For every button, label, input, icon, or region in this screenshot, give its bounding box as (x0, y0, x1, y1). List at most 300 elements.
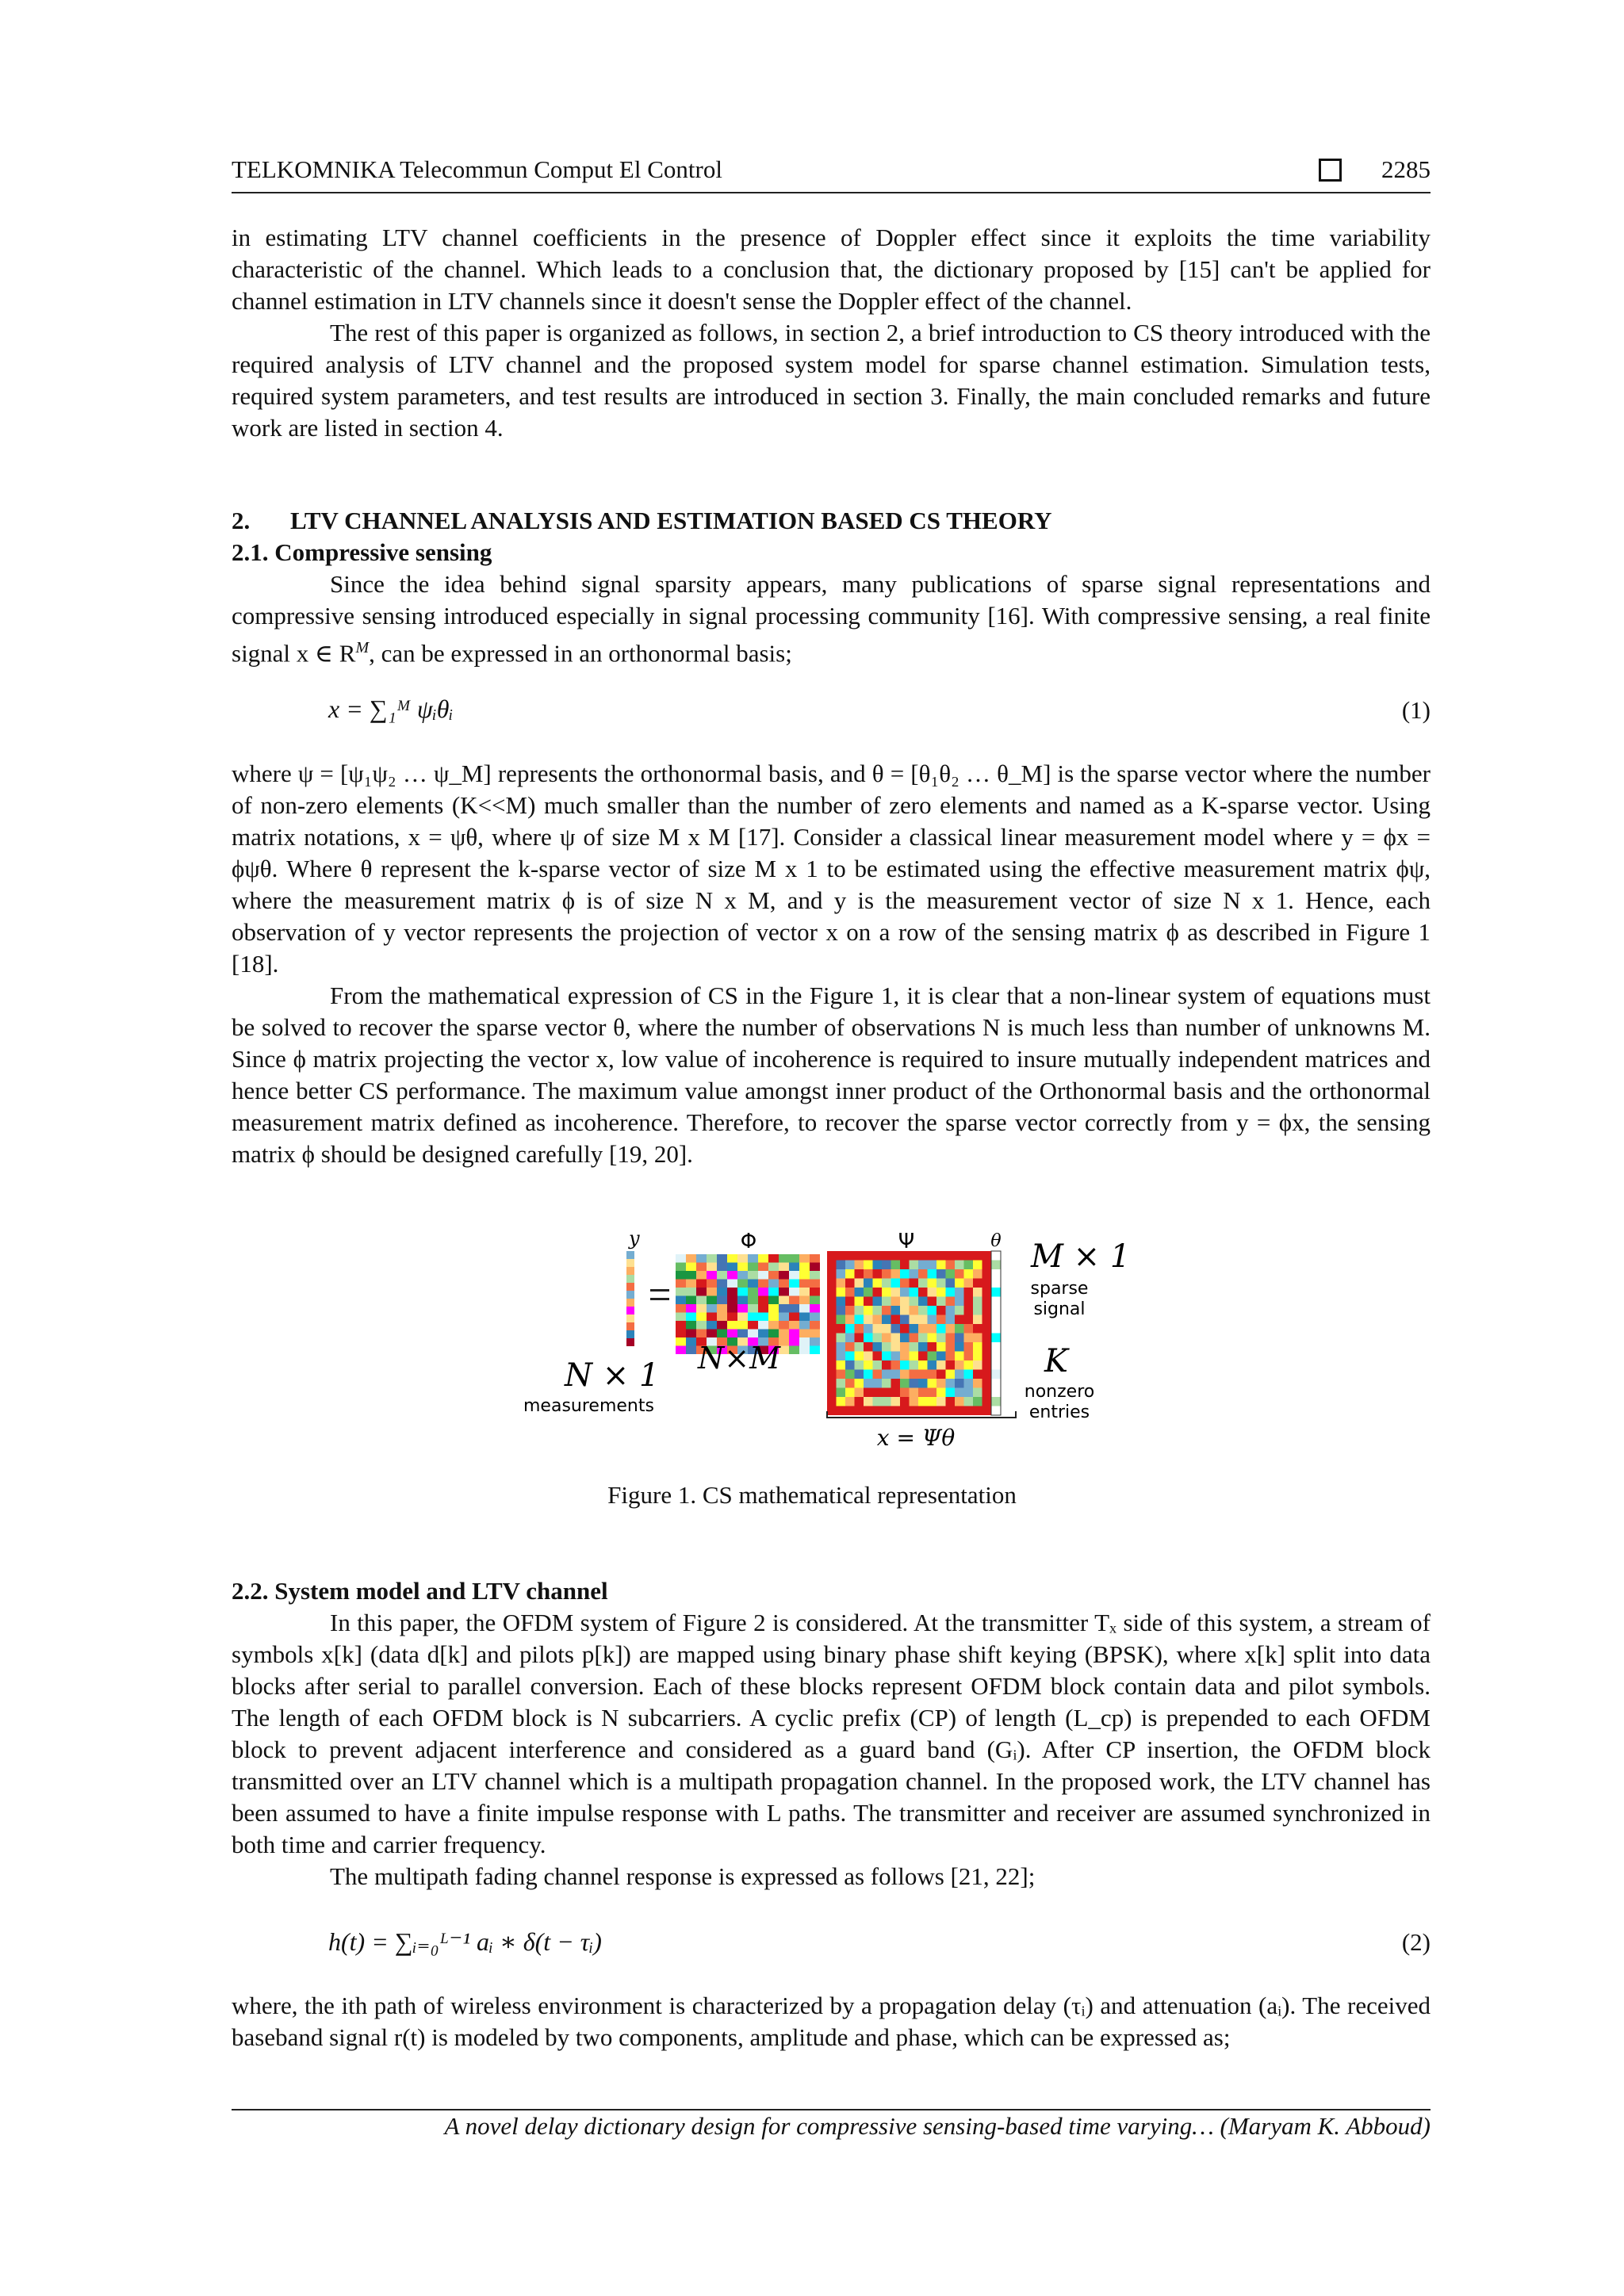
psi-matrix-cell (855, 1342, 864, 1352)
phi-matrix-cell (707, 1296, 717, 1305)
psi-matrix-cell (837, 1370, 846, 1380)
psi-matrix-cell (845, 1306, 855, 1315)
section-2-1-p3-text: From the mathematical expression of CS in the Figure 1, it is clear that a non-linear system of equations must be solved to recover the sparse vector θ, where the number of observations N is much less than number of unknowns M. Since ϕ matrix projecting the vector x, low value of incoherence is required to insure mutually independent matrices and hence better CS performance. The maximum value amongst inner product of the Orthonormal basis and the orthonormal measurement matrix defined as incoherence. Therefore, to recover the sparse vector correctly from y = ϕx, the sensing matrix ϕ should be designed carefully [19, 20]. (232, 982, 1431, 1168)
psi-matrix-cell (946, 1334, 956, 1343)
psi-matrix-cell (873, 1388, 883, 1398)
psi-matrix-cell (964, 1379, 974, 1388)
equals-sign-bottom (650, 1298, 669, 1300)
psi-matrix-cell (946, 1397, 956, 1406)
psi-matrix-cell (910, 1269, 919, 1279)
phi-matrix-cell (758, 1280, 768, 1288)
psi-matrix-cell (900, 1324, 910, 1334)
psi-matrix-cell (891, 1342, 901, 1352)
phi-matrix-cell (768, 1296, 779, 1305)
phi-matrix-cell (676, 1346, 686, 1355)
psi-matrix-cell (955, 1324, 964, 1334)
psi-matrix-cell (936, 1342, 946, 1352)
phi-matrix-cell (737, 1254, 748, 1263)
y-vector-cell (626, 1307, 634, 1314)
phi-matrix-cell (789, 1296, 799, 1305)
section-2-2-p1-text: In this paper, the OFDM system of Figure 2 is considered. At the transmitter Tₓ side of this system, a stream of symbols x[k] (data d[k] and pilots p[k]) are mapped using binary phase shift keying (BPSK), where x[k] split into data blocks after serial to parallel conversion. Each of these blocks represent OFDM block contain data and pilot symbols. The length of each OFDM block is N subcarriers. A cyclic prefix (CP) of length (L_cp) is prepended to each OFDM block to prevent adjacent interference and considered as a guard band (Gᵢ). After CP insertion, the OFDM block transmitted over an LTV channel which is a multipath propagation channel. In the proposed work, the LTV channel has been assumed to have a finite impulse response with L paths. The transmitter and receiver are assumed synchronized in both time and carrier frequency. (232, 1609, 1431, 1858)
psi-matrix (827, 1251, 991, 1415)
psi-matrix-cell (910, 1397, 919, 1406)
psi-matrix-cell (973, 1342, 982, 1352)
psi-matrix-cell (864, 1306, 873, 1315)
phi-matrix-cell (799, 1263, 810, 1272)
psi-matrix-cell (936, 1306, 946, 1315)
psi-matrix-cell (882, 1297, 891, 1307)
psi-matrix-cell (973, 1306, 982, 1315)
phi-matrix-cell (789, 1321, 799, 1330)
phi-matrix-cell (676, 1263, 686, 1272)
phi-matrix-cell (727, 1254, 737, 1263)
psi-matrix-cell (882, 1324, 891, 1334)
psi-matrix-cell (837, 1397, 846, 1406)
psi-matrix-cell (864, 1397, 873, 1406)
psi-matrix-cell (936, 1397, 946, 1406)
phi-matrix-cell (676, 1337, 686, 1346)
psi-matrix-cell (964, 1315, 974, 1325)
phi-matrix-cell (779, 1330, 789, 1338)
theta-vector-cell (991, 1397, 1001, 1406)
page-header (232, 155, 1431, 193)
psi-matrix-cell (900, 1315, 910, 1325)
psi-matrix-cell (845, 1261, 855, 1270)
phi-matrix-cell (799, 1337, 810, 1346)
psi-matrix-cell (918, 1315, 928, 1325)
psi-matrix-cell (982, 1360, 992, 1370)
psi-matrix-cell (900, 1288, 910, 1297)
psi-matrix-cell (855, 1379, 864, 1388)
psi-matrix-cell (955, 1288, 964, 1297)
phi-matrix-cell (686, 1313, 696, 1322)
psi-matrix-cell (964, 1288, 974, 1297)
phi-matrix-cell (676, 1254, 686, 1263)
phi-matrix-cell (810, 1346, 820, 1355)
psi-matrix-cell (910, 1388, 919, 1398)
psi-matrix-cell (946, 1388, 956, 1398)
psi-matrix-cell (855, 1388, 864, 1398)
phi-matrix-cell (686, 1321, 696, 1330)
phi-matrix-cell (696, 1296, 707, 1305)
psi-matrix-cell (928, 1352, 937, 1361)
phi-matrix-cell (707, 1321, 717, 1330)
psi-matrix-cell (891, 1360, 901, 1370)
theta-vector-cell (991, 1352, 1001, 1361)
phi-matrix-cell (686, 1271, 696, 1280)
phi-matrix-cell (676, 1271, 686, 1280)
psi-matrix-cell (845, 1370, 855, 1380)
phi-matrix-cell (810, 1271, 820, 1280)
psi-matrix-cell (982, 1370, 992, 1380)
phi-matrix-cell (727, 1321, 737, 1330)
psi-matrix-cell (882, 1397, 891, 1406)
phi-matrix-cell (696, 1254, 707, 1263)
psi-matrix-cell (936, 1388, 946, 1398)
psi-matrix-cell (845, 1342, 855, 1352)
psi-matrix-cell (973, 1397, 982, 1406)
psi-matrix-cell (845, 1324, 855, 1334)
section-2-1-p2-text: where ψ = [ψ₁ψ₂ … ψ_M] represents the orthonormal basis, and θ = [θ₁θ₂ … θ_M] is the sparse vector where the number of non-zero elements (K<<M) much smaller than the number of zero elements and named as a K-sparse vector. Using matrix notations, x = ψθ, where ψ of size M x M [17]. Consider a classical linear measurement model where y = ϕx = ϕψθ. Where θ represent the k-sparse vector of size M x 1 to be estimated using the effective measurement matrix ϕψ, where the measurement matrix ϕ is of size N x M, and y is the measurement vector of size N x 1. Hence, each observation of y vector represents the projection of vector x on a row of the sensing matrix ϕ as described in Figure 1 [18]. (232, 760, 1431, 978)
phi-matrix-cell (748, 1280, 758, 1288)
theta-vector-cell (991, 1406, 1001, 1416)
psi-matrix-cell (946, 1251, 956, 1261)
phi-matrix-cell (799, 1330, 810, 1338)
phi-matrix-cell (768, 1313, 779, 1322)
psi-matrix-cell (982, 1269, 992, 1279)
theta-vector-cell (991, 1251, 1001, 1261)
psi-matrix-cell (891, 1261, 901, 1270)
phi-matrix-cell (789, 1254, 799, 1263)
psi-matrix-cell (910, 1342, 919, 1352)
phi-matrix-cell (768, 1280, 779, 1288)
phi-matrix (676, 1254, 820, 1354)
psi-matrix-cell (982, 1342, 992, 1352)
psi-matrix-cell (873, 1306, 883, 1315)
psi-matrix-cell (973, 1297, 982, 1307)
theta-vector-cell (991, 1379, 1001, 1388)
phi-matrix-cell (727, 1296, 737, 1305)
theta-vector-cell (991, 1269, 1001, 1279)
psi-matrix-cell (946, 1315, 956, 1325)
psi-matrix-cell (946, 1306, 956, 1315)
phi-matrix-cell (676, 1288, 686, 1296)
psi-matrix-cell (946, 1288, 956, 1297)
psi-matrix-cell (891, 1397, 901, 1406)
psi-matrix-cell (973, 1370, 982, 1380)
psi-matrix-cell (918, 1269, 928, 1279)
psi-matrix-cell (891, 1370, 901, 1380)
phi-matrix-cell (748, 1296, 758, 1305)
psi-matrix-cell (918, 1288, 928, 1297)
psi-matrix-cell (845, 1379, 855, 1388)
phi-matrix-cell (768, 1321, 779, 1330)
phi-matrix-cell (696, 1263, 707, 1272)
psi-matrix-cell (928, 1334, 937, 1343)
psi-matrix-cell (900, 1397, 910, 1406)
y-vector-cell (626, 1267, 634, 1275)
psi-matrix-cell (837, 1406, 846, 1416)
phi-matrix-cell (799, 1304, 810, 1313)
psi-matrix-cell (973, 1406, 982, 1416)
psi-matrix-cell (855, 1288, 864, 1297)
psi-matrix-cell (837, 1306, 846, 1315)
label-phi: Φ (740, 1230, 757, 1253)
figure-1 (523, 1227, 1142, 1457)
psi-matrix-cell (837, 1352, 846, 1361)
psi-matrix-cell (982, 1279, 992, 1288)
phi-matrix-cell (810, 1263, 820, 1272)
phi-matrix-cell (779, 1321, 789, 1330)
y-vector (626, 1251, 634, 1346)
psi-matrix-cell (855, 1306, 864, 1315)
psi-matrix-cell (827, 1315, 837, 1325)
section-2-1-p1-superscript: M (355, 639, 370, 656)
psi-matrix-cell (873, 1279, 883, 1288)
psi-matrix-cell (928, 1379, 937, 1388)
intro-paragraph-2 (232, 317, 1431, 444)
phi-matrix-cell (748, 1263, 758, 1272)
phi-matrix-cell (758, 1254, 768, 1263)
phi-matrix-cell (696, 1280, 707, 1288)
psi-matrix-cell (882, 1370, 891, 1380)
psi-matrix-cell (955, 1315, 964, 1325)
phi-matrix-cell (737, 1304, 748, 1313)
psi-matrix-cell (891, 1306, 901, 1315)
phi-matrix-cell (748, 1313, 758, 1322)
psi-matrix-cell (855, 1397, 864, 1406)
phi-matrix-cell (810, 1330, 820, 1338)
phi-matrix-cell (676, 1296, 686, 1305)
psi-matrix-cell (855, 1251, 864, 1261)
y-vector-cell (626, 1338, 634, 1346)
psi-matrix-cell (900, 1334, 910, 1343)
phi-matrix-cell (686, 1263, 696, 1272)
psi-matrix-cell (873, 1251, 883, 1261)
phi-matrix-cell (717, 1263, 727, 1272)
psi-matrix-cell (891, 1352, 901, 1361)
psi-matrix-cell (855, 1261, 864, 1270)
y-vector-cell (626, 1299, 634, 1307)
psi-matrix-cell (891, 1297, 901, 1307)
psi-matrix-cell (873, 1324, 883, 1334)
psi-matrix-cell (855, 1334, 864, 1343)
psi-matrix-cell (900, 1352, 910, 1361)
section-2-2-p3-text: where, the ith path of wireless environment is characterized by a propagation delay (τᵢ) and attenuation (aᵢ). The received baseband signal r(t) is modeled by two components, amplitude and phase, which can be expressed as; (232, 1992, 1431, 2051)
psi-matrix-cell (873, 1406, 883, 1416)
psi-matrix-cell (864, 1261, 873, 1270)
phi-matrix-cell (717, 1313, 727, 1322)
psi-matrix-cell (864, 1288, 873, 1297)
phi-matrix-cell (779, 1254, 789, 1263)
psi-matrix-cell (964, 1324, 974, 1334)
phi-matrix-cell (779, 1280, 789, 1288)
phi-matrix-cell (737, 1321, 748, 1330)
y-vector-cell (626, 1251, 634, 1259)
phi-matrix-cell (737, 1271, 748, 1280)
psi-matrix-cell (827, 1406, 837, 1416)
psi-matrix-cell (837, 1279, 846, 1288)
label-theta: θ (990, 1231, 1002, 1251)
psi-matrix-cell (918, 1342, 928, 1352)
phi-matrix-cell (676, 1280, 686, 1288)
psi-matrix-cell (928, 1406, 937, 1416)
psi-matrix-cell (982, 1315, 992, 1325)
psi-matrix-cell (873, 1342, 883, 1352)
psi-matrix-cell (955, 1269, 964, 1279)
phi-matrix-cell (707, 1288, 717, 1296)
section-2-2-p2-text: The multipath fading channel response is expressed as follows [21, 22]; (330, 1862, 1036, 1890)
phi-matrix-cell (717, 1304, 727, 1313)
psi-matrix-cell (936, 1315, 946, 1325)
psi-matrix-cell (964, 1279, 974, 1288)
psi-matrix-cell (845, 1397, 855, 1406)
psi-matrix-cell (973, 1352, 982, 1361)
psi-matrix-cell (910, 1324, 919, 1334)
psi-matrix-cell (910, 1360, 919, 1370)
theta-vector-cell (991, 1288, 1001, 1297)
theta-vector-cell (991, 1315, 1001, 1325)
psi-matrix-cell (891, 1406, 901, 1416)
section-2-2-paragraph-1 (232, 1607, 1431, 1861)
psi-matrix-cell (928, 1342, 937, 1352)
phi-matrix-cell (676, 1304, 686, 1313)
y-vector-cell (626, 1330, 634, 1338)
psi-matrix-cell (827, 1388, 837, 1398)
phi-matrix-cell (758, 1263, 768, 1272)
psi-matrix-cell (955, 1261, 964, 1270)
phi-matrix-cell (789, 1263, 799, 1272)
psi-matrix-cell (882, 1279, 891, 1288)
psi-matrix-cell (982, 1324, 992, 1334)
section-2-1-heading: 2.1. Compressive sensing (232, 538, 492, 566)
phi-matrix-cell (789, 1337, 799, 1346)
psi-matrix-cell (845, 1315, 855, 1325)
theta-vector-cell (991, 1261, 1001, 1270)
phi-matrix-cell (737, 1296, 748, 1305)
psi-matrix-cell (955, 1251, 964, 1261)
phi-matrix-cell (789, 1304, 799, 1313)
theta-vector-cell (991, 1279, 1001, 1288)
psi-matrix-cell (982, 1334, 992, 1343)
psi-matrix-cell (910, 1297, 919, 1307)
psi-matrix-cell (928, 1397, 937, 1406)
phi-matrix-cell (727, 1304, 737, 1313)
psi-matrix-cell (900, 1388, 910, 1398)
y-vector-cell (626, 1259, 634, 1267)
psi-matrix-cell (964, 1251, 974, 1261)
phi-matrix-cell (727, 1313, 737, 1322)
psi-matrix-cell (864, 1360, 873, 1370)
psi-matrix-cell (882, 1360, 891, 1370)
phi-matrix-cell (748, 1271, 758, 1280)
psi-matrix-cell (864, 1251, 873, 1261)
psi-matrix-cell (918, 1397, 928, 1406)
psi-matrix-cell (891, 1288, 901, 1297)
psi-matrix-cell (936, 1251, 946, 1261)
psi-matrix-cell (955, 1360, 964, 1370)
psi-matrix-cell (982, 1379, 992, 1388)
equals-sign-top (650, 1289, 669, 1292)
psi-matrix-cell (882, 1388, 891, 1398)
phi-matrix-cell (789, 1288, 799, 1296)
psi-matrix-cell (855, 1269, 864, 1279)
phi-matrix-cell (748, 1330, 758, 1338)
psi-matrix-cell (928, 1388, 937, 1398)
psi-matrix-cell (982, 1288, 992, 1297)
psi-matrix-cell (946, 1360, 956, 1370)
psi-matrix-cell (955, 1342, 964, 1352)
section-2-2-paragraph-2 (232, 1861, 1431, 1892)
theta-vector (991, 1251, 1001, 1415)
psi-matrix-cell (928, 1279, 937, 1288)
psi-matrix-cell (936, 1324, 946, 1334)
label-n-by-1: N × 1 (565, 1357, 660, 1394)
phi-matrix-cell (727, 1280, 737, 1288)
y-vector-cell (626, 1275, 634, 1283)
psi-matrix-cell (973, 1269, 982, 1279)
psi-matrix-cell (918, 1297, 928, 1307)
psi-matrix-cell (882, 1406, 891, 1416)
psi-matrix-cell (918, 1306, 928, 1315)
theta-vector-cell (991, 1324, 1001, 1334)
phi-matrix-cell (717, 1288, 727, 1296)
psi-matrix-cell (946, 1279, 956, 1288)
psi-matrix-cell (955, 1406, 964, 1416)
phi-matrix-cell (779, 1263, 789, 1272)
psi-matrix-cell (928, 1251, 937, 1261)
phi-matrix-cell (768, 1254, 779, 1263)
psi-matrix-cell (936, 1406, 946, 1416)
label-sparse: sparse (1030, 1279, 1089, 1299)
equation-2-number: (2) (1401, 1928, 1431, 1956)
psi-matrix-cell (973, 1388, 982, 1398)
label-y: y (629, 1227, 640, 1249)
psi-matrix-cell (882, 1315, 891, 1325)
phi-matrix-cell (779, 1271, 789, 1280)
psi-matrix-cell (837, 1315, 846, 1325)
psi-matrix-cell (910, 1379, 919, 1388)
psi-matrix-cell (882, 1288, 891, 1297)
y-vector-cell (626, 1291, 634, 1299)
psi-matrix-cell (910, 1334, 919, 1343)
psi-matrix-cell (864, 1370, 873, 1380)
psi-matrix-cell (955, 1306, 964, 1315)
psi-matrix-cell (955, 1379, 964, 1388)
phi-matrix-cell (799, 1271, 810, 1280)
section-2-1-p1-text: Since the idea behind signal sparsity appears, many publications of sparse signal representations and compressive sensing introduced especially in signal processing community [16]. With compressive sensing, a real finite signal x ∈ R (232, 570, 1431, 668)
theta-vector-cell (991, 1388, 1001, 1398)
psi-matrix-cell (910, 1306, 919, 1315)
psi-matrix-cell (928, 1297, 937, 1307)
phi-matrix-cell (737, 1263, 748, 1272)
phi-matrix-cell (789, 1313, 799, 1322)
equation-2: h(t) = ∑ᵢ₌₀ᴸ⁻¹ aᵢ ∗ δ(t − τᵢ) (328, 1927, 602, 1956)
section-2-2-paragraph-3 (232, 1990, 1431, 2053)
psi-matrix-cell (918, 1370, 928, 1380)
phi-matrix-cell (717, 1254, 727, 1263)
phi-matrix-cell (737, 1313, 748, 1322)
psi-matrix-cell (882, 1352, 891, 1361)
phi-matrix-cell (686, 1304, 696, 1313)
psi-matrix-cell (936, 1360, 946, 1370)
psi-matrix-cell (891, 1315, 901, 1325)
psi-matrix-cell (910, 1315, 919, 1325)
psi-matrix-cell (873, 1297, 883, 1307)
label-x-equation: x = Ψθ (876, 1425, 956, 1451)
psi-matrix-cell (845, 1288, 855, 1297)
equation-1-number: (1) (1401, 696, 1431, 724)
phi-matrix-cell (717, 1271, 727, 1280)
psi-matrix-cell (837, 1342, 846, 1352)
psi-matrix-cell (918, 1360, 928, 1370)
psi-matrix-cell (827, 1297, 837, 1307)
phi-matrix-cell (737, 1330, 748, 1338)
phi-matrix-cell (696, 1271, 707, 1280)
psi-matrix-cell (918, 1379, 928, 1388)
psi-matrix-cell (982, 1261, 992, 1270)
psi-matrix-cell (882, 1269, 891, 1279)
psi-matrix-cell (910, 1288, 919, 1297)
phi-matrix-cell (810, 1254, 820, 1263)
psi-matrix-cell (891, 1334, 901, 1343)
psi-matrix-cell (864, 1324, 873, 1334)
psi-matrix-cell (964, 1342, 974, 1352)
phi-matrix-cell (810, 1296, 820, 1305)
theta-vector-cell (991, 1306, 1001, 1315)
phi-matrix-cell (758, 1304, 768, 1313)
phi-matrix-cell (758, 1313, 768, 1322)
